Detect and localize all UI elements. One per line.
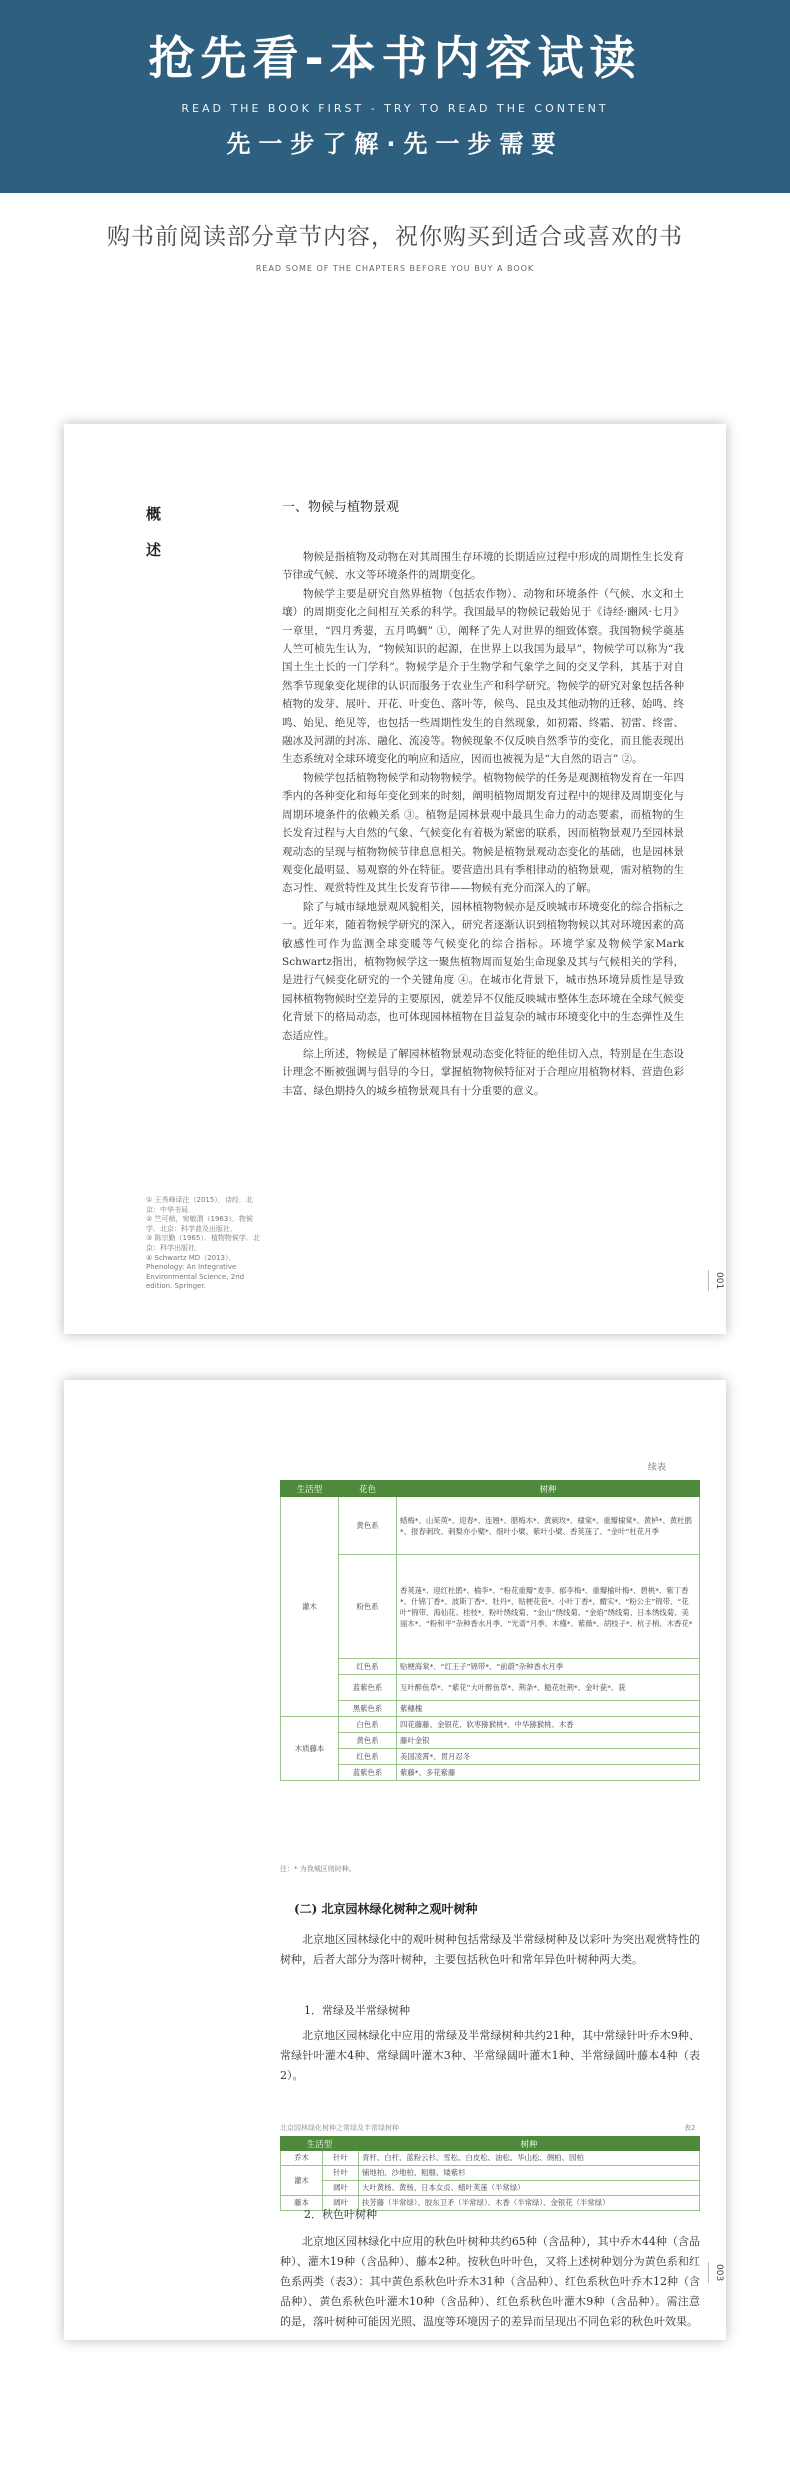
color-cell: 黑紫色系 (339, 1701, 397, 1717)
chapter-side-heading: 概述 (146, 505, 162, 559)
species-cell: 铺地柏、沙地柏、粗榧、矮紫杉 (359, 2166, 700, 2181)
body-text (280, 2026, 700, 2086)
footnotes (146, 1196, 264, 1292)
table-header-cell: 花色 (339, 1481, 397, 1497)
species-cell: 蜡梅*、山茱萸*、迎春*、连翘*、腊梅木*、黄刺玫*、棣棠*、重瓣棣棠*、黄栌*、黄杜鹃*、报春刺玫、刺梨亦小檗*、细叶小檗、紫叶小檗、香荚蒾了、“金叶”杜花月季 (397, 1497, 700, 1555)
book-page-2 (64, 1380, 726, 2340)
paragraph: 除了与城市绿地景观风貌相关，园林植物物候亦是反映城市环境变化的综合指标之一。近年来，随着物候学研究的深入，研究者逐渐认识到植物物候以其对环境因素的高敏感性可作为监测全球变暖等气候变化的综合指标。环境学家及物候学家Mark Schwartz指出，植物物候学这一聚焦植物周而复始生命现象及其与气候相关的学科，是进行气候变化研究的一个关键角度 ④。在城市化背景下，城市热环境异质性是导致园林植物物候时空差异的主要原因，就差异不仅能反映城市整体生态环境在全球气候变化背景下的格局动态，也可体现园林植物在目益复杂的城市环境变化中的生态弹性及生态适应性。 (282, 900, 684, 1042)
leaf-type-cell: 针叶 (323, 2166, 359, 2181)
table-header-cell: 树种 (359, 2137, 700, 2151)
intro-text: 购书前阅读部分章节内容，祝你购买到适合或喜欢的书 (107, 224, 683, 250)
life-form-cell: 乔木 (281, 2151, 323, 2166)
life-form-cell: 藤本 (281, 2196, 323, 2211)
life-form-cell: 木质藤本 (281, 1717, 339, 1781)
numbered-heading: 1．常绿及半常绿树种 (304, 2004, 410, 2017)
table-row (281, 2166, 700, 2181)
footnote: ③ 陈宗勤（1965）．植物物候学．北京：科学出版社． (146, 1234, 260, 1252)
paragraph: 北京地区园林绿化中的观叶树种包括常绿及半常绿树种及以彩叶为突出观赏特性的树种，后者大部分为落叶树种，主要包括秋色叶和常年异色叶树种两大类。 (280, 1933, 700, 1966)
footnote: ② 竺可桢，宛敏渭（1963）．物候学．北京：科学普及出版社． (146, 1215, 253, 1233)
species-cell: 四花藤藤、金银花、软枣猕猴桃*、中华猕猴桃、木香 (397, 1717, 700, 1733)
table-note: 注：* 为我城区则时种。 (280, 1865, 356, 1873)
table-row (281, 1749, 700, 1765)
evergreen-table (280, 2136, 700, 2211)
species-cell: 紫藤*、多花紫藤 (397, 1765, 700, 1781)
table-row (281, 1675, 700, 1701)
paragraph: 物候学包括植物物候学和动物物候学。植物物候学的任务是观测植物发育在一年四季内的各种变化和每年变化到来的时刻，阐明植物周期发育过程中的规律及周期变化与周期环境条件的依赖关系 ③。植物是园林景观中最具生命力的动态要素，而植物的生长发育过程与大自然的气象、气候变化有着极为紧密的联系，因而植物景观乃至园林景观动态的呈现与植物物候节律息息相关。物候是植物景观动态变化的基础，也是园林景观变化最明显、易观察的外在特征。要营造出具有季相律动的植物景观，需对植物的生态习性、观赏特性及其生长发育节律——物候有充分而深入的了解。 (282, 771, 684, 895)
body-text (280, 1930, 700, 1970)
color-cell: 粉色系 (339, 1555, 397, 1659)
book-page-1 (64, 424, 726, 1334)
table-header-row (281, 1481, 700, 1497)
species-cell: 紫穗槐 (397, 1701, 700, 1717)
footnote: ④ Schwartz MD（2013）．Phenology: An Integrative Environmental Science, 2nd edition. Springer. (146, 1253, 245, 1291)
paragraph: 物候是指植物及动物在对其周围生存环境的长期适应过程中形成的周期性生长发育节律或气候、水文等环境条件的周期变化。 (282, 551, 684, 582)
color-cell: 白色系 (339, 1717, 397, 1733)
flower-color-table (280, 1480, 700, 1781)
table-row (281, 1701, 700, 1717)
table-number: 表2 (684, 2124, 696, 2132)
paragraph: 北京地区园林绿化中应用的常绿及半常绿树种共约21种，其中常绿针叶乔木9种、常绿针叶灌木4种、常绿阔叶灌木3种、半常绿阔叶灌木1种、半常绿阔叶藤本4种（表2）。 (280, 2029, 700, 2082)
table-row (281, 1659, 700, 1675)
section-title: 一、物候与植物景观 (282, 500, 400, 515)
leaf-type-cell: 针叶 (323, 2151, 359, 2166)
species-cell: 贴梗海棠*、“红王子”锦带*、“前蔚”杂种香水月季 (397, 1659, 700, 1675)
numbered-heading: 2．秋色叶树种 (304, 2208, 377, 2221)
species-cell: 扶芳藤（半常绿）、胶东卫矛（半常绿）、木香（半常绿）、金银花（半常绿） (359, 2196, 700, 2211)
color-cell: 红色系 (339, 1749, 397, 1765)
species-cell: 美国凌霄*、贯月忍冬 (397, 1749, 700, 1765)
table-header-cell: 树种 (397, 1481, 700, 1497)
table-row (281, 1497, 700, 1555)
page-number: 003 (708, 2262, 726, 2283)
table-caption: 北京园林绿化树种之常绿及半常绿树种 (280, 2124, 399, 2132)
body-text (282, 548, 684, 1100)
subsection-title: (二) 北京园林绿化树种之观叶树种 (294, 1902, 478, 1916)
color-cell: 蓝紫色系 (339, 1675, 397, 1701)
table-header-cell: 生活型 (281, 2137, 359, 2151)
species-cell: 藤叶金银 (397, 1733, 700, 1749)
leaf-type-cell: 阔叶 (323, 2181, 359, 2196)
species-cell: 青杆、白杆、蓝粉云杉、雪松、白皮松、油松、华山松、侧柏、园柏 (359, 2151, 700, 2166)
intro-text-en: READ SOME OF THE CHAPTERS BEFORE YOU BUY A BOOK (255, 264, 535, 273)
table-row (281, 1765, 700, 1781)
paragraph: 北京地区园林绿化中应用的秋色叶树种共约65种（含品种），其中乔木44种（含品种）、灌木19种（含品种）、藤本2种。按秋色叶叶色，又将上述树种划分为黄色系和红色系两类（表3）：其中黄色系秋色叶乔木31种（含品种）、红色系秋色叶乔木12种（含品种）、黄色系秋色叶灌木10种（含品种）、红色系秋色叶灌木9种（含品种）。需注意的是，落叶树种可能因光照、温度等环境因子的差异而呈现出不同色彩的秋色叶效果。 (280, 2235, 700, 2328)
color-cell: 红色系 (339, 1659, 397, 1675)
page-number: 001 (708, 1270, 726, 1291)
banner-title: 抢先看-本书内容试读 (148, 31, 642, 85)
table-row (281, 2181, 700, 2196)
color-cell: 黄色系 (339, 1733, 397, 1749)
table-row (281, 2151, 700, 2166)
paragraph: 综上所述，物候是了解园林植物景观动态变化特征的绝佳切入点，特别是在生态设计理念不断被强调与倡导的今日，掌握植物物候特征对于合理应用植物材料、营造色彩丰富、绿色期持久的城乡植物景观具有十分重要的意义。 (282, 1047, 684, 1097)
species-cell: 大叶黄杨、黄杨、日本女贞、蜡叶荚蒾（半常绿） (359, 2181, 700, 2196)
footnote: ① 王秀峰译注（2015）．诗经．北京：中华书局． (146, 1196, 253, 1214)
life-form-cell: 灌木 (281, 2166, 323, 2196)
color-cell: 黄色系 (339, 1497, 397, 1555)
table-continued-label: 续表 (647, 1463, 666, 1473)
table-header-cell: 生活型 (281, 1481, 339, 1497)
color-cell: 蓝紫色系 (339, 1765, 397, 1781)
top-banner (0, 0, 790, 193)
banner-subtitle-en: READ THE BOOK FIRST - TRY TO READ THE CONTENT (181, 102, 609, 115)
banner-slogan: 先一步了解·先一步需要 (226, 130, 564, 158)
table-row (281, 1733, 700, 1749)
table-row (281, 1717, 700, 1733)
body-text (280, 2232, 700, 2332)
species-cell: 互叶醉鱼草*、“紫花”大叶醉鱼草*、荆条*、糙花牡荆*、金叶莸*、莸 (397, 1675, 700, 1701)
table-header-row (281, 2137, 700, 2151)
leaf-type-cell: 阔叶 (323, 2196, 359, 2211)
table-row (281, 1555, 700, 1659)
paragraph: 物候学主要是研究自然界植物（包括农作物）、动物和环境条件（气候、水文和土壤）的周期变化之间相互关系的科学。我国最早的物候记载始见于《诗经·豳风·七月》一章里，“四月秀葽，五月鸣蜩” ①，阐释了先人对世界的细致体察。我国物候学奠基人竺可桢先生认为，“物候知识的起源，在世界上以我国为最早”，物候学可以称为“我国土生土长的一门学科”。物候学是介于生物学和气象学之间的交叉学科，其基于对自然季节现象变化规律的认识而服务于农业生产和科学研究。物候学的研究对象包括各种植物的发芽、展叶、开花、叶变色、落叶等，候鸟、昆虫及其他动物的迁移、始鸣、终鸣、始见、绝见等，也包括一些周期性发生的自然现象，如初霜、终霜、初雷、终雷、融冰及河湖的封冻、融化、流凌等。物候现象不仅反映自然季节的变化，而且能表现出生态系统对全球环境变化的响应和适应，因而也被视为是“大自然的语言” ②。 (282, 587, 684, 766)
species-cell: 香荚蒾*、迎红杜鹃*、榆李*、“粉花重瓣”麦李、郁李梅*、重瓣榆叶梅*、碧桃*、紫丁香*、什锦丁香*、波斯丁香*、牡丹*、贴梗花苞*、小叶丁香*、蝟实*、“粉公主”锦带、“花叶”锦带、海仙花、桂枝*、粉叶绣线菊、“金山”绣线菊、“金焰”绣线菊、日本绣线菊、美丽木*、“粉和平”杂种香水月季、“光谱”月季、木槿*、紫薇*、胡枝子*、杭子梢、木香花* (397, 1555, 700, 1659)
life-form-cell: 灌木 (281, 1497, 339, 1717)
